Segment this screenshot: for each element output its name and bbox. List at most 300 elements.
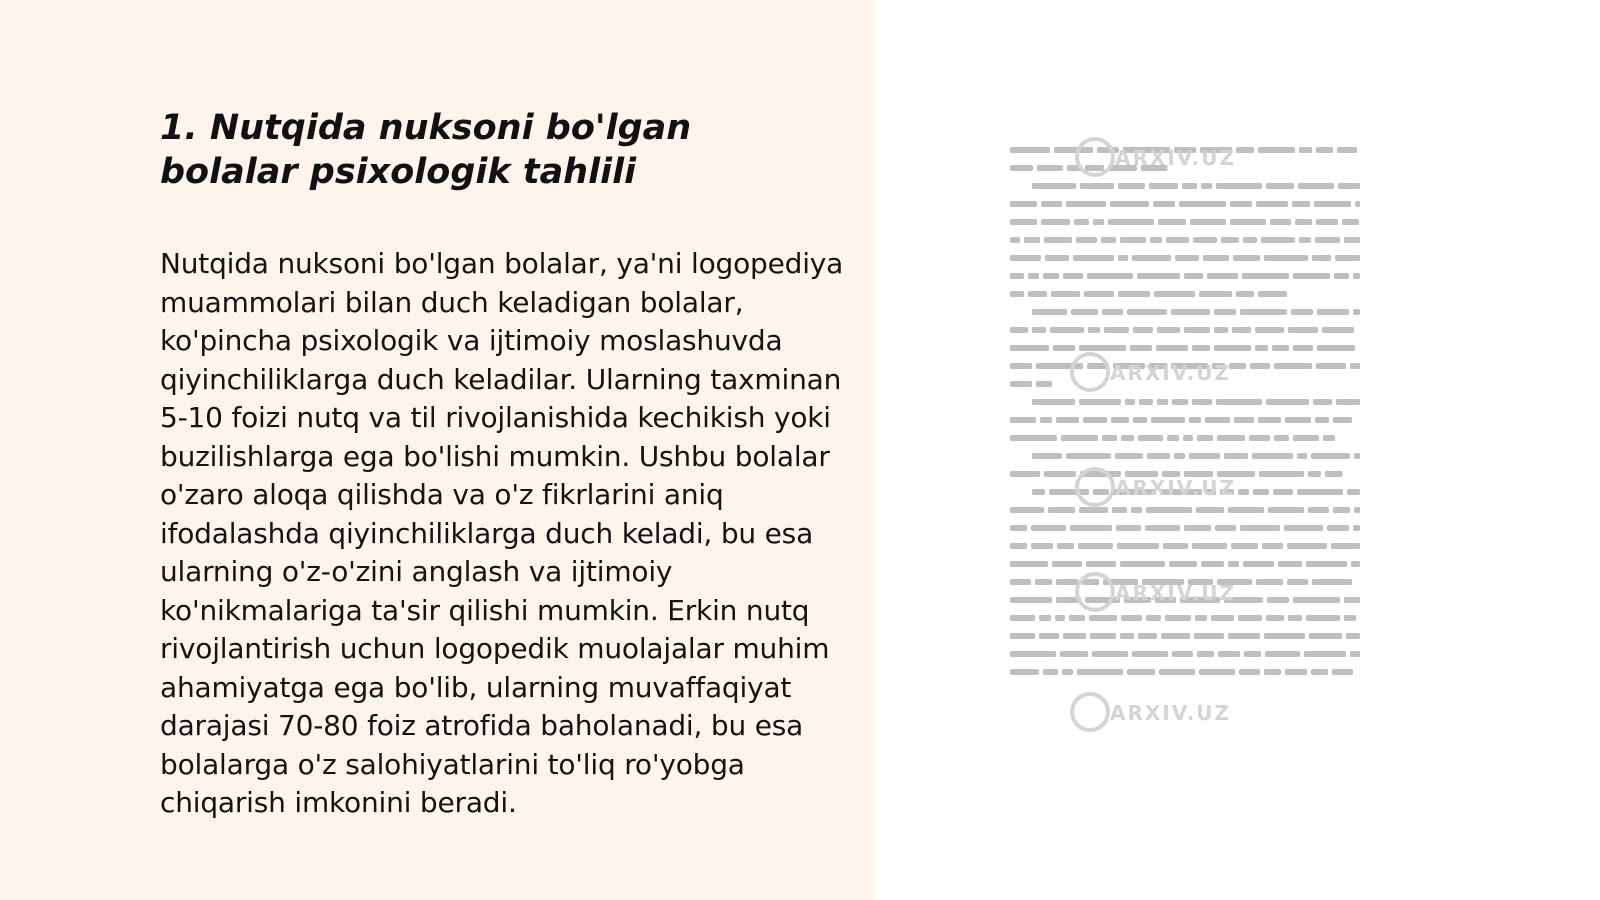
document-text-line bbox=[1066, 453, 1111, 459]
slide-body-text: Nutqida nuksoni bo'lgan bolalar, ya'ni logopediya muammolari bilan duch keladigan bolalar, ko'pincha psixologik va ijtimoiy moslashuvda qiyinchiliklarga duch keladilar. Ularning taxminan 5-10 foizi nutq va til rivojlanishida kechikish yoki buzilishlarga ega bo'lishi mumkin. Ushbu bolalar o'zaro aloqa qilishda va o'z fikrlarini aniq ifodalashda qiyinchiliklarga duch keladi, bu esa ularning o'z-o'zini anglash va ijtimoiy ko'nikmalariga ta'sir qilishi mumkin. Erkin nutq rivojlantirish uchun logopedik muolajalar muhim ahamiyatga ega bo'lib, ularning muvaffaqiyat darajasi 70-80 foiz atrofida baholanadi, bu esa bolalarga o'z salohiyatlarini to'liq ro'yobga chiqarish imkonini beradi. bbox=[160, 247, 844, 819]
document-text-line bbox=[1010, 381, 1032, 387]
document-text-line bbox=[1232, 327, 1251, 333]
document-text-line bbox=[1054, 147, 1093, 153]
document-text-line bbox=[1189, 417, 1201, 423]
document-text-line bbox=[1236, 147, 1254, 153]
document-text-line bbox=[1108, 219, 1154, 225]
document-text-line bbox=[1230, 201, 1252, 207]
document-text-line bbox=[1039, 633, 1059, 639]
document-text-line bbox=[1101, 237, 1116, 243]
document-text-line bbox=[1146, 507, 1192, 513]
document-text-line bbox=[1037, 165, 1063, 171]
document-text-line bbox=[1264, 669, 1281, 675]
document-text-line bbox=[1253, 489, 1269, 495]
document-text-line bbox=[1285, 669, 1307, 675]
document-text-line bbox=[1229, 363, 1246, 369]
document-text-line bbox=[1347, 489, 1360, 495]
document-text-line bbox=[1346, 633, 1360, 639]
document-text-line bbox=[1117, 543, 1159, 549]
document-text-line bbox=[1184, 327, 1210, 333]
document-text-line bbox=[1205, 417, 1230, 423]
document-text-line bbox=[1183, 435, 1193, 441]
document-text-line bbox=[1010, 273, 1024, 279]
document-text-line bbox=[1090, 633, 1116, 639]
document-text-line bbox=[1057, 543, 1074, 549]
document-text-line bbox=[1048, 507, 1075, 513]
document-text-line bbox=[1211, 615, 1234, 621]
document-text-line bbox=[1146, 615, 1161, 621]
document-text-line bbox=[1133, 417, 1147, 423]
document-text-line bbox=[1184, 273, 1203, 279]
document-text-line bbox=[1255, 345, 1268, 351]
document-text-line bbox=[1093, 219, 1104, 225]
document-text-line bbox=[1335, 255, 1360, 261]
document-text-line bbox=[1354, 507, 1360, 513]
document-text-line bbox=[1274, 435, 1289, 441]
document-text-line bbox=[1313, 399, 1332, 405]
document-text-line bbox=[1215, 525, 1236, 531]
document-text-line bbox=[1049, 489, 1089, 495]
document-text-line bbox=[1242, 273, 1289, 279]
document-watermarks bbox=[1072, 139, 1236, 730]
document-text-line bbox=[1231, 543, 1258, 549]
document-text-line bbox=[1299, 237, 1311, 243]
document-text-line bbox=[1079, 507, 1108, 513]
document-text-line bbox=[1298, 183, 1334, 189]
document-text-line bbox=[1325, 471, 1343, 477]
document-text-line bbox=[1337, 147, 1357, 153]
document-text-line bbox=[1192, 399, 1212, 405]
document-text-line bbox=[1163, 543, 1188, 549]
document-text-line bbox=[1342, 219, 1359, 225]
document-text-line bbox=[1265, 651, 1300, 657]
document-text-line bbox=[1239, 669, 1260, 675]
document-text-line bbox=[1071, 309, 1098, 315]
document-text-line bbox=[1150, 237, 1162, 243]
document-text-line bbox=[1228, 561, 1239, 567]
document-text-line bbox=[1182, 183, 1197, 189]
document-text-line bbox=[1344, 615, 1356, 621]
document-text-line bbox=[1259, 471, 1304, 477]
document-text-line bbox=[1224, 453, 1248, 459]
document-text-line bbox=[1110, 201, 1149, 207]
document-text-line bbox=[1028, 273, 1039, 279]
document-text-line bbox=[1137, 273, 1180, 279]
document-text-line bbox=[1252, 453, 1293, 459]
document-text-line bbox=[1197, 435, 1213, 441]
document-text-line bbox=[1262, 543, 1283, 549]
document-text-line bbox=[1104, 327, 1129, 333]
document-text-line bbox=[1112, 507, 1127, 513]
document-text-line bbox=[1039, 615, 1051, 621]
document-text-line bbox=[1118, 291, 1150, 297]
document-text-line bbox=[1309, 633, 1342, 639]
document-text-line bbox=[1175, 255, 1199, 261]
document-text-line bbox=[1024, 237, 1040, 243]
document-text-line bbox=[1234, 417, 1254, 423]
document-text-line bbox=[1196, 507, 1224, 513]
document-text-line bbox=[1334, 273, 1349, 279]
document-text-line bbox=[1127, 309, 1167, 315]
document-text-line bbox=[1076, 237, 1097, 243]
document-text-line bbox=[1199, 669, 1235, 675]
document-text-line bbox=[1102, 309, 1123, 315]
watermark-logo bbox=[1072, 354, 1231, 390]
document-text-line bbox=[1297, 489, 1343, 495]
document-text-line bbox=[1332, 669, 1353, 675]
document-text-line bbox=[1333, 507, 1350, 513]
document-text-line bbox=[1153, 201, 1175, 207]
document-text-line bbox=[1116, 525, 1141, 531]
document-text-line bbox=[1266, 183, 1294, 189]
document-text-line bbox=[1315, 237, 1340, 243]
document-text-line bbox=[1284, 525, 1323, 531]
document-text-line bbox=[1261, 237, 1295, 243]
document-text-line bbox=[1299, 147, 1312, 153]
document-text-line bbox=[1165, 615, 1191, 621]
document-text-line bbox=[1311, 453, 1350, 459]
document-text-line bbox=[1331, 543, 1360, 549]
watermark-text: ARXIV.UZ bbox=[1110, 701, 1231, 725]
document-text-line bbox=[1243, 237, 1257, 243]
document-text-line bbox=[1288, 615, 1302, 621]
document-text-line bbox=[1053, 345, 1075, 351]
document-text-line bbox=[1120, 633, 1134, 639]
document-text-line bbox=[1086, 561, 1116, 567]
document-text-line bbox=[1287, 543, 1327, 549]
document-text-line bbox=[1121, 615, 1142, 621]
document-text-line bbox=[1240, 309, 1287, 315]
document-text-line bbox=[1311, 669, 1328, 675]
document-text-line bbox=[1073, 255, 1114, 261]
document-text-line bbox=[1264, 255, 1308, 261]
document-text-line bbox=[1063, 273, 1083, 279]
document-text-line bbox=[1111, 417, 1129, 423]
document-text-line bbox=[1010, 219, 1037, 225]
document-text-line bbox=[1172, 399, 1188, 405]
document-text-line bbox=[1032, 183, 1076, 189]
document-text-line bbox=[1353, 525, 1360, 531]
document-text-line bbox=[1130, 345, 1152, 351]
document-text-line bbox=[1044, 237, 1072, 243]
document-text-line bbox=[1216, 399, 1262, 405]
document-text-line bbox=[1055, 615, 1065, 621]
document-text-line bbox=[1172, 651, 1193, 657]
document-text-line bbox=[1228, 633, 1260, 639]
document-text-line bbox=[1264, 633, 1305, 639]
document-text-line bbox=[1051, 291, 1080, 297]
document-text-line bbox=[1157, 327, 1180, 333]
document-text-line bbox=[1010, 237, 1020, 243]
document-text-line bbox=[1084, 291, 1114, 297]
document-text-line bbox=[1041, 219, 1070, 225]
document-text-line bbox=[1077, 669, 1123, 675]
document-text-line bbox=[1139, 399, 1153, 405]
document-text-line bbox=[1350, 651, 1360, 657]
document-text-line bbox=[1010, 417, 1036, 423]
document-text-line bbox=[1315, 417, 1329, 423]
document-text-line bbox=[1273, 489, 1293, 495]
document-text-line bbox=[1304, 651, 1346, 657]
document-text-line bbox=[1010, 327, 1028, 333]
document-text-line bbox=[1147, 453, 1170, 459]
document-text-line bbox=[1043, 273, 1059, 279]
document-text-line bbox=[1327, 525, 1349, 531]
document-text-line bbox=[1240, 525, 1280, 531]
document-text-line bbox=[1344, 237, 1360, 243]
document-text-line bbox=[1274, 363, 1312, 369]
document-text-line bbox=[1161, 633, 1190, 639]
document-text-line bbox=[1118, 255, 1128, 261]
document-text-line bbox=[1036, 381, 1052, 387]
document-text-line bbox=[1306, 561, 1347, 567]
document-text-line bbox=[1079, 399, 1121, 405]
document-text-line bbox=[1041, 201, 1062, 207]
document-text-line bbox=[1316, 147, 1333, 153]
document-text-line bbox=[1010, 525, 1027, 531]
document-text-line bbox=[1010, 651, 1056, 657]
document-text-line bbox=[1062, 669, 1073, 675]
document-text-line bbox=[1158, 219, 1186, 225]
document-text-line bbox=[1308, 507, 1329, 513]
document-text-line bbox=[1010, 291, 1024, 297]
document-text-line bbox=[1214, 309, 1236, 315]
document-text-line bbox=[1043, 669, 1058, 675]
document-text-line bbox=[1010, 597, 1052, 603]
document-text-line bbox=[1184, 525, 1211, 531]
document-text-line bbox=[1127, 669, 1155, 675]
document-text-line bbox=[1145, 525, 1180, 531]
document-text-line bbox=[1159, 669, 1195, 675]
document-text-line bbox=[1032, 399, 1075, 405]
document-text-line bbox=[1295, 219, 1312, 225]
document-text-line bbox=[1125, 399, 1135, 405]
document-text-line bbox=[1078, 543, 1113, 549]
document-text-line bbox=[1316, 363, 1346, 369]
document-text-line bbox=[1010, 147, 1050, 153]
document-text-line bbox=[1207, 273, 1238, 279]
document-text-line bbox=[1010, 633, 1035, 639]
watermark-text: ARXIV.UZ bbox=[1115, 146, 1236, 170]
document-text-line bbox=[1087, 273, 1133, 279]
document-text-line bbox=[1238, 615, 1262, 621]
document-text-line bbox=[1256, 201, 1288, 207]
document-text-line bbox=[1056, 579, 1078, 585]
document-text-line bbox=[1138, 435, 1163, 441]
document-text-line bbox=[1092, 651, 1128, 657]
document-text-line bbox=[1171, 309, 1210, 315]
document-text-line bbox=[1010, 543, 1027, 549]
document-text-line bbox=[1032, 489, 1045, 495]
document-text-line bbox=[1179, 201, 1226, 207]
document-text-line bbox=[1056, 417, 1079, 423]
document-text-line bbox=[1201, 183, 1212, 189]
document-text-line bbox=[1010, 435, 1057, 441]
document-text-line bbox=[1070, 525, 1112, 531]
document-text-line bbox=[1291, 309, 1313, 315]
document-text-line bbox=[1088, 327, 1100, 333]
document-text-line bbox=[1080, 183, 1114, 189]
document-text-line bbox=[1306, 615, 1340, 621]
document-text-line bbox=[1115, 453, 1143, 459]
document-text-line bbox=[1154, 291, 1195, 297]
document-text-line bbox=[1052, 561, 1082, 567]
document-text-line bbox=[1194, 633, 1224, 639]
document-text-line bbox=[1192, 345, 1210, 351]
document-text-line bbox=[1230, 219, 1266, 225]
document-text-line bbox=[1199, 291, 1232, 297]
document-text-line bbox=[1133, 327, 1153, 333]
document-text-line bbox=[1293, 273, 1330, 279]
document-text-line bbox=[1010, 471, 1040, 477]
document-text-line bbox=[1203, 255, 1229, 261]
document-text-line bbox=[1354, 453, 1360, 459]
document-text-line bbox=[1292, 201, 1310, 207]
document-text-line bbox=[1010, 615, 1035, 621]
document-text-line bbox=[1278, 561, 1302, 567]
document-text-line bbox=[1195, 615, 1207, 621]
document-text-line bbox=[1121, 435, 1134, 441]
document-text-line bbox=[1010, 579, 1031, 585]
document-text-line bbox=[1256, 579, 1283, 585]
document-text-line bbox=[1169, 561, 1197, 567]
document-text-line bbox=[1338, 183, 1360, 189]
document-text-line bbox=[1258, 147, 1295, 153]
document-text-line bbox=[1060, 651, 1088, 657]
document-text-line bbox=[1031, 525, 1066, 531]
document-text-line bbox=[1082, 579, 1099, 585]
document-text-line bbox=[1218, 651, 1240, 657]
document-text-line bbox=[1010, 255, 1041, 261]
document-text-line bbox=[1061, 435, 1098, 441]
document-text-line bbox=[1156, 345, 1188, 351]
document-text-line bbox=[1293, 435, 1319, 441]
document-text-line bbox=[1236, 291, 1254, 297]
document-text-line bbox=[1010, 363, 1032, 369]
document-text-line bbox=[1151, 417, 1185, 423]
document-text-line bbox=[1201, 561, 1224, 567]
document-text-line bbox=[1287, 579, 1308, 585]
document-text-line bbox=[1323, 435, 1335, 441]
document-text-line bbox=[1344, 597, 1360, 603]
document-text-line bbox=[1314, 201, 1351, 207]
document-text-line bbox=[1228, 507, 1264, 513]
document-text-line bbox=[1336, 399, 1360, 405]
document-text-line bbox=[1288, 327, 1318, 333]
document-text-line bbox=[1074, 219, 1089, 225]
slide-title: 1. Nutqida nuksoni bo'lgan bolalar psixologik tahlili bbox=[160, 108, 692, 192]
document-text-line bbox=[1031, 543, 1053, 549]
document-text-line bbox=[1316, 219, 1338, 225]
document-text-line bbox=[1312, 255, 1331, 261]
document-text-line bbox=[1351, 561, 1360, 567]
document-text-line bbox=[1268, 507, 1304, 513]
document-text-line bbox=[1093, 489, 1109, 495]
document-text-line bbox=[1214, 327, 1228, 333]
document-text-line bbox=[1083, 417, 1107, 423]
document-text-line bbox=[1258, 417, 1281, 423]
document-text-line bbox=[1166, 237, 1189, 243]
document-text-line bbox=[1069, 615, 1085, 621]
document-text-line bbox=[1118, 183, 1145, 189]
document-text-line bbox=[1132, 651, 1168, 657]
document-text-line bbox=[1353, 273, 1360, 279]
document-text-line bbox=[1266, 399, 1309, 405]
document-text-line bbox=[1189, 453, 1220, 459]
document-text-line bbox=[1238, 489, 1249, 495]
document-text-line bbox=[1131, 507, 1142, 513]
document-text-line bbox=[1317, 309, 1349, 315]
document-text-line bbox=[1333, 417, 1352, 423]
document-text-line bbox=[1089, 615, 1117, 621]
document-text-line bbox=[1317, 345, 1355, 351]
document-text-line bbox=[1293, 345, 1313, 351]
document-text-line bbox=[1045, 255, 1069, 261]
document-text-line bbox=[1050, 327, 1084, 333]
document-text-line bbox=[1353, 309, 1360, 315]
document-text-line bbox=[1285, 417, 1311, 423]
document-text-line bbox=[1216, 183, 1262, 189]
document-text-line bbox=[1193, 237, 1217, 243]
document-text-line bbox=[1250, 363, 1270, 369]
document-text-line bbox=[1192, 543, 1227, 549]
document-text-line bbox=[1350, 363, 1360, 369]
document-text-line bbox=[1035, 579, 1052, 585]
watermark-logo bbox=[1072, 694, 1231, 730]
document-text-line bbox=[1293, 597, 1340, 603]
document-text-line bbox=[1120, 237, 1146, 243]
document-text-line bbox=[1085, 165, 1104, 171]
document-text-line bbox=[1010, 507, 1044, 513]
document-text-line bbox=[1032, 327, 1046, 333]
document-text-line bbox=[1174, 453, 1185, 459]
document-text-line bbox=[1010, 669, 1039, 675]
document-text-line bbox=[1102, 435, 1117, 441]
document-text-line bbox=[1258, 291, 1287, 297]
document-text-line bbox=[1138, 633, 1157, 639]
document-text-line bbox=[1243, 561, 1274, 567]
document-text-line bbox=[1297, 453, 1307, 459]
document-text-line bbox=[1255, 327, 1284, 333]
watermark-text: ARXIV.UZ bbox=[1115, 581, 1236, 605]
document-text-line bbox=[1197, 651, 1214, 657]
document-text-line bbox=[1233, 255, 1260, 261]
document-text-line bbox=[1010, 345, 1049, 351]
document-text-line bbox=[1221, 237, 1239, 243]
document-text-line bbox=[1267, 597, 1289, 603]
document-text-line bbox=[1066, 201, 1106, 207]
document-text-line bbox=[1032, 453, 1062, 459]
document-text-line bbox=[1132, 255, 1171, 261]
document-text-line bbox=[1157, 399, 1168, 405]
document-text-line bbox=[1120, 561, 1165, 567]
document-text-line bbox=[1032, 309, 1067, 315]
document-text-line bbox=[1217, 435, 1245, 441]
document-text-line bbox=[1149, 183, 1178, 189]
document-text-line bbox=[1272, 345, 1289, 351]
document-text-line bbox=[1044, 471, 1076, 477]
document-text-line bbox=[1249, 435, 1270, 441]
document-text-line bbox=[1266, 615, 1284, 621]
document-text-line bbox=[1028, 291, 1047, 297]
document-text-line bbox=[1167, 435, 1179, 441]
document-text-line bbox=[1040, 417, 1052, 423]
document-text-line bbox=[1079, 345, 1126, 351]
document-text-line bbox=[1010, 561, 1048, 567]
watermark-text: ARXIV.UZ bbox=[1110, 361, 1231, 385]
document-text-line bbox=[1355, 201, 1360, 207]
watermark-text: ARXIV.UZ bbox=[1115, 476, 1236, 500]
